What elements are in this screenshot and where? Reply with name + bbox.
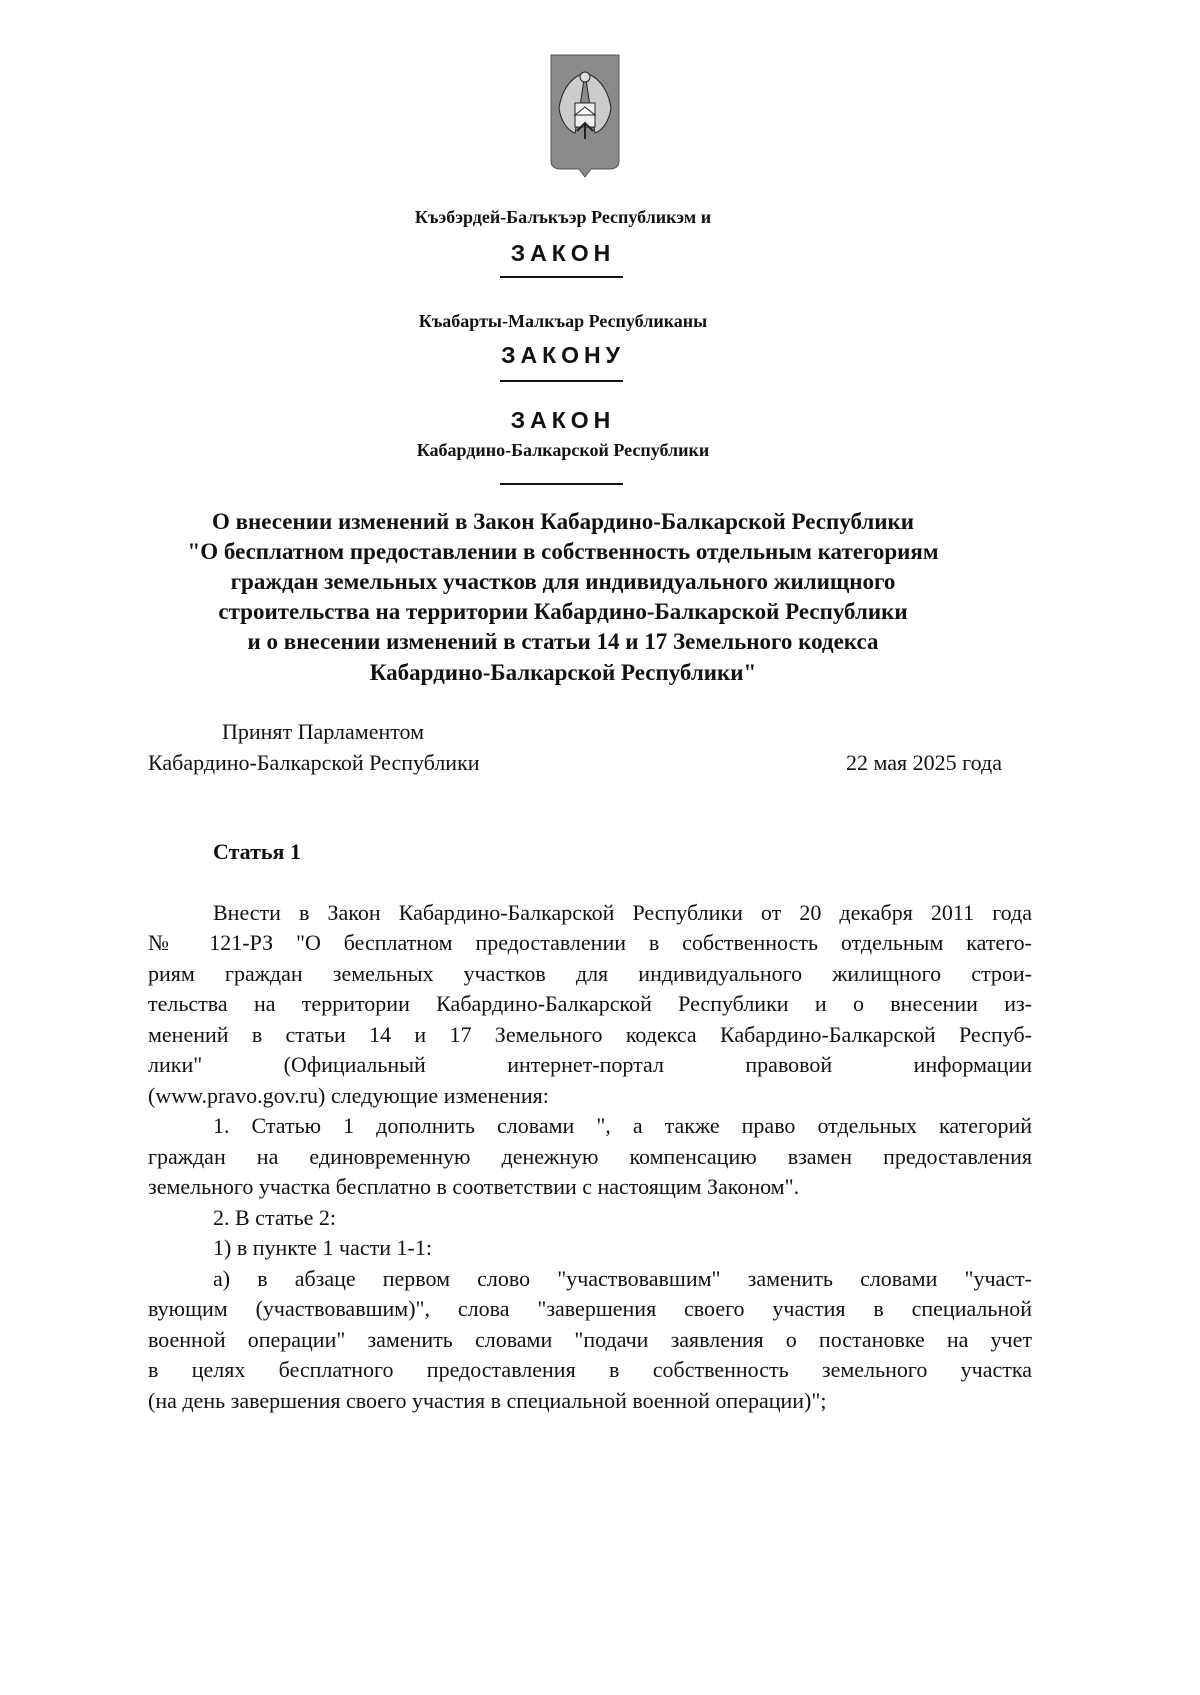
title-line: О внесении изменений в Закон Кабардино-Балкарской Республики (211, 509, 915, 534)
body-line: граждан на единовременную денежную компенсацию взамен предоставления (148, 1144, 1032, 1169)
divider (500, 276, 623, 278)
body-line: 1) в пункте 1 части 1-1: (213, 1235, 432, 1260)
adoption-date: 22 мая 2025 года (846, 750, 1002, 775)
coat-of-arms-emblem (549, 53, 621, 179)
title-line: граждан земельных участков для индивидуального жилищного (230, 569, 896, 594)
body-line: земельного участка бесплатно в соответствии с настоящим Законом". (148, 1174, 800, 1199)
body-line: вующим (участвовавшим)", слова "завершения своего участия в специальной (148, 1296, 1032, 1321)
body-line: а) в абзаце первом слово "участвовавшим" заменить словами "участ- (213, 1266, 1032, 1291)
title-line: и о внесении изменений в статьи 14 и 17 Земельного кодекса (247, 629, 879, 654)
article-heading: Статья 1 (213, 839, 301, 864)
body-line: 1. Статью 1 дополнить словами ", а также право отдельных категорий (213, 1113, 1032, 1138)
body-line: тельства на территории Кабардино-Балкарской Республики и о внесении из- (148, 991, 1032, 1016)
adoption-line-1: Принят Парламентом (222, 719, 425, 744)
body-line: (на день завершения своего участия в специальной военной операции)"; (148, 1388, 827, 1413)
body-line: военной операции" заменить словами "подачи заявления о постановке на учет (148, 1327, 1032, 1352)
kabardian-law-label: ЗАКОН (510, 240, 616, 266)
adoption-line-2: Кабардино-Балкарской Республики (148, 750, 480, 775)
body-line: № 121-РЗ "О бесплатном предоставлении в собственность отдельным катего- (148, 930, 1032, 955)
balkar-header: Къабарты-Малкъар Республиканы (418, 311, 708, 331)
divider (500, 380, 623, 382)
body-line: лики" (Официальный интернет-портал правовой информации (148, 1052, 1032, 1077)
balkar-law-label: ЗАКОНУ (501, 342, 625, 368)
divider (500, 483, 623, 485)
kabardian-header: Къэбэрдей-Балъкъэр Республикэм и (414, 207, 712, 227)
title-line: "О бесплатном предоставлении в собственность отдельным категориям (187, 539, 939, 564)
body-line: в целях бесплатного предоставления в собственность земельного участка (148, 1357, 1032, 1382)
russian-law-label: ЗАКОН (510, 407, 616, 433)
russian-header: Кабардино-Балкарской Республики (416, 440, 710, 460)
title-line: Кабардино-Балкарской Республики" (369, 660, 757, 685)
body-line: Внести в Закон Кабардино-Балкарской Республики от 20 декабря 2011 года (213, 900, 1032, 925)
body-line: риям граждан земельных участков для индивидуального жилищного строи- (148, 961, 1032, 986)
body-line: (www.pravo.gov.ru) следующие изменения: (148, 1083, 549, 1108)
body-line: 2. В статье 2: (213, 1205, 337, 1230)
body-line: менений в статьи 14 и 17 Земельного кодекса Кабардино-Балкарской Респуб- (148, 1022, 1032, 1047)
title-line: строительства на территории Кабардино-Балкарской Республики (218, 599, 908, 624)
